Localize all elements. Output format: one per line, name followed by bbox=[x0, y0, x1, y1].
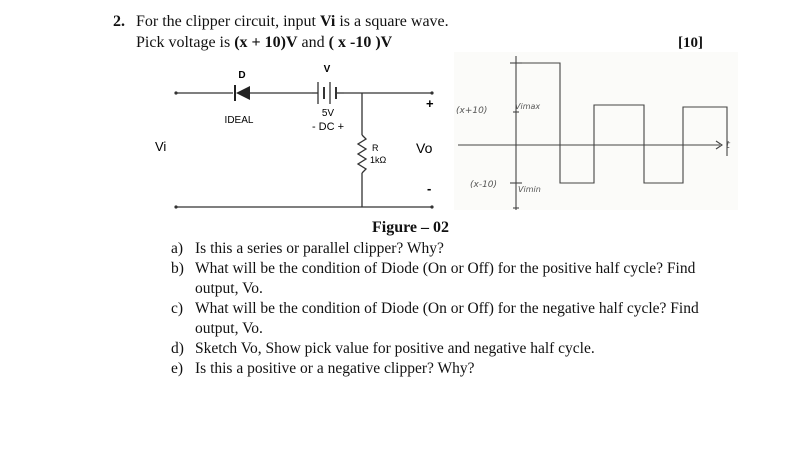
resistor-value: 1kΩ bbox=[370, 155, 387, 165]
resistor-symbol bbox=[358, 135, 366, 173]
sub-question-list bbox=[171, 239, 731, 379]
resistor-label: R bbox=[372, 143, 379, 153]
sub-question-continuation: output, Vo. bbox=[195, 280, 263, 297]
sub-question-d bbox=[171, 339, 731, 359]
figure-caption: Figure – 02 bbox=[372, 219, 450, 236]
sub-question-label: e) bbox=[171, 360, 184, 377]
q1-prefix: For the clipper circuit, input bbox=[136, 13, 320, 30]
diode-label: D bbox=[238, 70, 246, 81]
sub-question-a bbox=[171, 239, 731, 259]
q2-mid: and bbox=[297, 34, 329, 51]
sub-question-text: What will be the condition of Diode (On or Off) for the positive half cycle? Find bbox=[195, 260, 696, 277]
sub-question-label: a) bbox=[171, 240, 184, 257]
diode-triangle bbox=[236, 86, 250, 100]
source-value: 5V bbox=[321, 108, 335, 119]
source-dc: - DC + bbox=[311, 121, 345, 133]
output-plus: + bbox=[426, 96, 434, 111]
sub-question-label: c) bbox=[171, 300, 184, 317]
sub-question-b bbox=[171, 259, 731, 299]
q1-bold: Vi bbox=[319, 13, 336, 30]
circuit-diagram bbox=[140, 55, 455, 225]
output-label: Vo bbox=[416, 140, 433, 156]
neg-level-label: (x-10) bbox=[470, 180, 498, 190]
terminal-out-top bbox=[430, 91, 433, 94]
min-label: Vimin bbox=[518, 185, 541, 194]
question-line-2 bbox=[136, 34, 392, 52]
sub-question-continuation: output, Vo. bbox=[195, 320, 263, 337]
sub-question-e bbox=[171, 359, 731, 379]
sub-question-text: Sketch Vo, Show pick value for positive and negative half cycle. bbox=[195, 340, 595, 357]
input-label: Vi bbox=[155, 139, 167, 154]
max-label: Vimax bbox=[515, 102, 541, 111]
sub-question-text: Is this a series or parallel clipper? Why? bbox=[195, 240, 444, 257]
time-axis-label: t bbox=[726, 140, 730, 151]
sub-question-label: d) bbox=[171, 340, 184, 357]
sub-question-label: b) bbox=[171, 260, 184, 277]
q2-bold1: (x + 10)V bbox=[234, 34, 298, 51]
input-waveform-sketch bbox=[454, 52, 738, 210]
terminal-out-bottom bbox=[430, 205, 433, 208]
sub-question-c bbox=[171, 299, 731, 339]
question-number-text: 2. bbox=[113, 13, 125, 30]
terminal-in-bottom bbox=[174, 205, 177, 208]
q2-prefix: Pick voltage is bbox=[136, 34, 235, 51]
source-label: V bbox=[323, 64, 331, 75]
output-minus: - bbox=[427, 181, 432, 196]
q1-suffix: is a square wave. bbox=[335, 13, 449, 30]
pos-level-label: (x+10) bbox=[456, 106, 488, 116]
marks: [10] bbox=[678, 35, 703, 51]
terminal-in-top bbox=[174, 91, 177, 94]
sub-question-text: What will be the condition of Diode (On or Off) for the negative half cycle? Find bbox=[195, 300, 699, 317]
question-number bbox=[113, 13, 125, 31]
sub-question-text: Is this a positive or a negative clipper? Why? bbox=[195, 360, 475, 377]
diode-type: IDEAL bbox=[224, 115, 254, 126]
question-line-1 bbox=[136, 13, 449, 31]
q2-bold2: ( x -10 )V bbox=[328, 34, 393, 51]
